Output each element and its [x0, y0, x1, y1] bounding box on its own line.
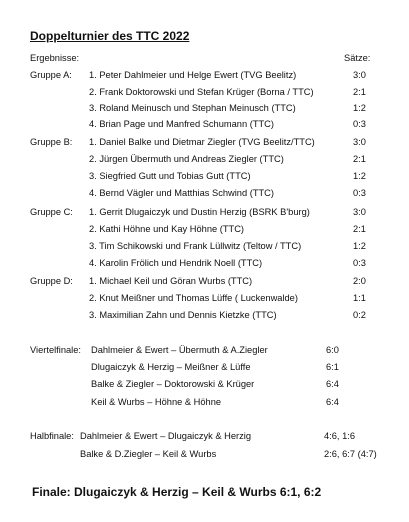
group-a-score: 1:2 [353, 103, 366, 113]
group-d-row: 3. Maximilian Zahn und Dennis Kietzke (TTC) [89, 310, 277, 320]
semifinal-score: 4:6, 1:6 [324, 431, 356, 441]
group-c-score: 0:3 [353, 258, 366, 268]
group-a-row: 3. Roland Meinusch und Stephan Meinusch (TTC) [89, 103, 296, 113]
group-c-row: 4. Karolin Frölich und Hendrik Noell (TTC) [89, 258, 263, 268]
quarterfinal-match: Balke & Ziegler – Doktorowski & Krüger [91, 379, 255, 389]
group-a-row: 2. Frank Doktorowski und Stefan Krüger (Borna / TTC) [89, 87, 314, 97]
group-b-label: Gruppe B: [30, 137, 73, 147]
quarterfinal-match: Dahlmeier & Ewert – Übermuth & A.Ziegler [91, 345, 268, 355]
group-c-score: 3:0 [353, 207, 366, 217]
group-a-row: 1. Peter Dahlmeier und Helge Ewert (TVG Beelitz) [89, 70, 297, 80]
semifinal-match: Balke & D.Ziegler – Keil & Wurbs [80, 449, 217, 459]
group-c-score: 1:2 [353, 241, 366, 251]
group-c-row: 2. Kathi Höhne und Kay Höhne (TTC) [89, 224, 245, 234]
quarterfinal-match: Dlugaiczyk & Herzig – Meißner & Lüffe [91, 362, 251, 372]
quarterfinal-score: 6:1 [326, 362, 339, 372]
quarterfinal-score: 6:0 [326, 345, 339, 355]
group-b-row: 1. Daniel Balke und Dietmar Ziegler (TVG Beelitz/TTC) [89, 137, 315, 147]
semifinal-label: Halbfinale: [30, 431, 74, 441]
group-d-score: 2:0 [353, 276, 366, 286]
group-b-score: 3:0 [353, 137, 366, 147]
group-a-score: 0:3 [353, 119, 366, 129]
group-d-row: 2. Knut Meißner und Thomas Lüffe ( Luckenwalde) [89, 293, 298, 303]
group-a-label: Gruppe A: [30, 70, 72, 80]
group-a-score: 2:1 [353, 87, 366, 97]
group-d-score: 1:1 [353, 293, 366, 303]
group-a-row: 4. Brian Page und Manfred Schumann (TTC) [89, 119, 274, 129]
quarterfinal-score: 6:4 [326, 397, 339, 407]
group-c-row: 3. Tim Schikowski und Frank Lüllwitz (Teltow / TTC) [89, 241, 302, 251]
group-c-row: 1. Gerrit Dlugaiczyk und Dustin Herzig (BSRK B'burg) [89, 207, 310, 217]
group-b-row: 2. Jürgen Übermuth und Andreas Ziegler (TTC) [89, 154, 284, 164]
group-b-score: 1:2 [353, 171, 366, 181]
group-c-label: Gruppe C: [30, 207, 73, 217]
final-result: Finale: Dlugaiczyk & Herzig – Keil & Wurbs 6:1, 6:2 [32, 485, 322, 499]
semifinal-match: Dahlmeier & Ewert – Dlugaiczyk & Herzig [80, 431, 252, 441]
group-b-row: 4. Bernd Vägler und Matthias Schwind (TTC) [89, 188, 274, 198]
group-b-row: 3. Siegfried Gutt und Tobias Gutt (TTC) [89, 171, 251, 181]
group-d-row: 1. Michael Keil und Göran Wurbs (TTC) [89, 276, 253, 286]
group-b-score: 0:3 [353, 188, 366, 198]
group-d-score: 0:2 [353, 310, 366, 320]
quarterfinal-match: Keil & Wurbs – Höhne & Höhne [91, 397, 222, 407]
group-a-score: 3:0 [353, 70, 366, 80]
page-title: Doppelturnier des TTC 2022 [30, 29, 190, 43]
results-label: Ergebnisse: [30, 53, 80, 63]
quarterfinal-label: Viertelfinale: [30, 345, 81, 355]
group-b-score: 2:1 [353, 154, 366, 164]
group-d-label: Gruppe D: [30, 276, 73, 286]
sets-label: Sätze: [344, 53, 371, 63]
group-c-score: 2:1 [353, 224, 366, 234]
semifinal-score: 2:6, 6:7 (4:7) [324, 449, 377, 459]
quarterfinal-score: 6:4 [326, 379, 339, 389]
